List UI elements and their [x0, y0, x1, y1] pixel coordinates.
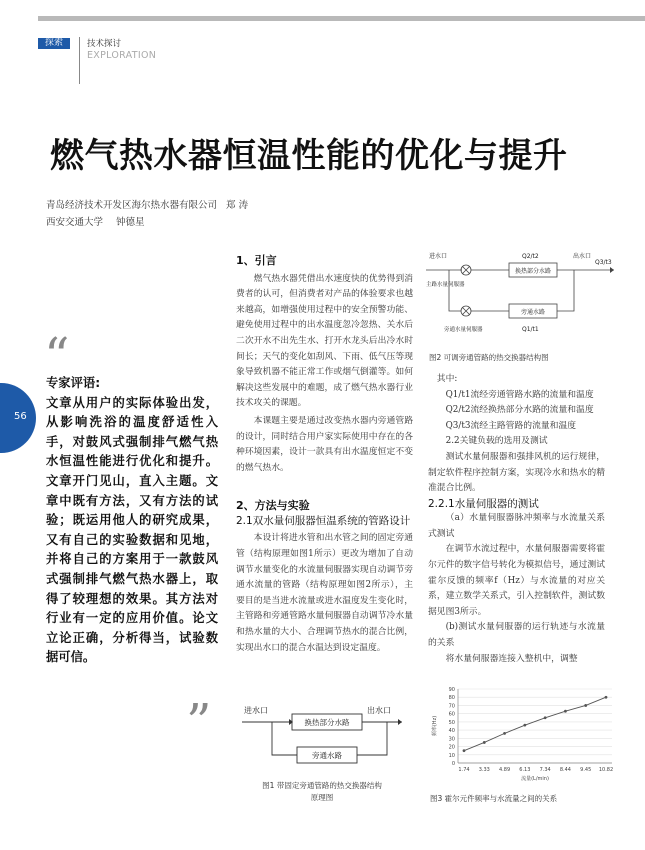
figure-1-caption [232, 780, 412, 804]
y-tick-label: 20 [448, 744, 455, 751]
data-point [463, 749, 466, 752]
x-tick-label: 9.45 [580, 767, 592, 773]
figure-1-diagram [232, 700, 417, 780]
top-bar [38, 16, 645, 21]
data-point [584, 704, 587, 707]
fig2-bypass-pipe-in [449, 270, 461, 311]
column-1 [236, 253, 413, 656]
header-divider [79, 37, 80, 84]
figure-3-caption: 图3 霍尔元件频率与水流量之间的关系 [430, 794, 558, 803]
y-tick-label: 0 [451, 761, 455, 767]
article-title: 燃气热水器恒温性能的优化与提升 [50, 136, 568, 176]
comment-heading: 专家评语: [46, 376, 101, 390]
x-axis-label: 流量(L/min) [521, 776, 549, 782]
fig2-outlet-label: 出水口 [573, 253, 592, 260]
fig1-inlet-label: 进水口 [244, 706, 268, 715]
fig2-q2-label: Q2/t2 [522, 253, 539, 260]
open-quote-icon: “ [44, 327, 70, 385]
servo-item-a: （a）水量伺服器脉冲频率与水流量关系式测试 [428, 513, 605, 539]
y-axis-label: 频率(Hz) [432, 715, 438, 737]
y-tick-label: 80 [448, 695, 455, 702]
bypass-pipe-out [357, 722, 387, 755]
y-tick-label: 60 [448, 711, 455, 718]
y-tick-label: 30 [448, 736, 455, 743]
column-2 [428, 372, 605, 667]
fig2-bypass-label: 旁通水路 [520, 309, 546, 316]
data-point [605, 696, 608, 699]
fig2-inlet-label: 进水口 [429, 253, 448, 260]
data-point [523, 724, 526, 727]
fig2-main-servo-label: 主路水量伺服器 [426, 282, 465, 288]
comment-body: 文章从用户的实际体验出发，从影响洗浴的温度舒适性入手，对鼓风式强制排气燃气热水恒温性能进行优化和提升。文章开门见山，直入主题。文章中既有方法，又有方法的试验；既运用他人的研究成果，又有自己的实验数据和见地，并将自己的方案用于一款鼓风式强制排气燃气热水器上，取得了较理想的效果。其方法对行业有一定的应用价值。论文立论正确，分析得当，试验数据可信。 [46, 395, 218, 665]
y-tick-label: 70 [448, 703, 455, 710]
servo-paragraph-2: 将水量伺服器连接入整机中，调整 [445, 653, 578, 664]
x-tick-label: 6.13 [519, 767, 531, 773]
x-tick-label: 8.44 [559, 767, 571, 773]
data-point [564, 710, 567, 713]
fig2-bypass-servo-label: 旁通水量伺服器 [444, 327, 483, 333]
legend-item: Q2/t2流经换热部分水路的流量和温度 [445, 405, 594, 416]
fig2-heat-label: 换热部分水路 [514, 268, 552, 275]
x-tick-label: 7.34 [539, 767, 551, 773]
heading-intro: 1、引言 [236, 254, 277, 267]
figure-3-chart [430, 683, 620, 783]
servo-item-b: (b)测试水量伺服器的运行轨迹与水流量的关系 [428, 622, 605, 648]
method-paragraph: 本设计将进水管和出水管之间的固定旁通管（结构原理如图1所示）更改为增加了自动调节水量变化的水流量伺服器实现自动调节旁通水流量的管路（结构原理如图2所示），主要目的是当进水流量或进水温度发生变化时，主管路和旁通管路水量伺服器自动调节冷水量和热水量的大小、合理调节热水的混合比例，实现出水口的混合水温达到设定温度。 [236, 533, 413, 653]
fig1-bypass-label: 旁通水路 [312, 751, 342, 760]
y-tick-label: 40 [448, 728, 455, 735]
data-point [483, 741, 486, 744]
author-name: 郑 涛 [226, 200, 249, 211]
figure-1-caption-line-1: 图1 带固定旁通管路的热交换器结构 [262, 781, 382, 790]
legend-title: 其中: [436, 374, 458, 384]
fig2-bypass-pipe-out [557, 270, 574, 311]
section-title-en: EXPLORATION [87, 50, 157, 61]
fig1-heat-label: 换热部分水路 [304, 718, 350, 727]
figure-2-diagram [424, 246, 624, 346]
author-org: 西安交通大学 [46, 217, 104, 228]
close-quote-icon: ” [186, 693, 212, 751]
heading-servo-test: 2.2.1水量伺服器的测试 [428, 497, 539, 510]
data-point [544, 716, 547, 719]
intro-paragraph-1: 燃气热水器凭借出水速度快的优势得到消费者的认可，但消费者对产品的体验要求也越来越高，如增强使用过程中的安全预警功能、避免使用过程中的出水温度忽冷忽热、关水后二次开水不出先生水、打开水龙头后出冷水时间长；天气的变化如刮风、下雨、低气压等现象导致机器不能正常工作或烟气倒灌等。如何解决这些发展中的难题，成了燃气热水器行业技术攻关的课题。 [236, 273, 413, 409]
heading-method: 2、方法与实验 [236, 499, 310, 513]
section-tag: 探索 [38, 38, 70, 49]
servo-paragraph-1: 在调节水流过程中，水量伺服器需要将霍尔元件的数字信号转化为模拟信号，通过测试霍尔反馈的频率f（Hz）与水流量的对应关系，建立数学关系式，引入控制软件，测试数据见图3所示。 [428, 544, 605, 617]
author-name: 钟德星 [116, 217, 145, 228]
load-paragraph: 测试水量伺服器和强排风机的运行规律，制定软件程序控制方案，实现冷水和热水的精准混合比例。 [428, 451, 605, 494]
expert-comment [46, 374, 218, 668]
x-tick-label: 1.74 [458, 767, 470, 773]
author-line-2 [46, 214, 145, 228]
heading-load: 2.2关键负载的选用及测试 [445, 436, 548, 447]
intro-paragraph-2: 本课题主要是通过改变热水器内旁通管路的设计，同时结合用户家实际使用中存在的各种环境因素，设计一款具有出水温度恒定不变的燃气热水。 [236, 415, 413, 473]
fig2-q3-label: Q3/t3 [595, 259, 612, 266]
author-line-1 [46, 197, 248, 211]
figure-2-caption: 图2 可调旁通管路的热交换器结构图 [429, 353, 549, 362]
arrow-icon [398, 719, 402, 725]
data-point [503, 732, 506, 735]
legend-item: Q3/t3流经主路管路的流量和温度 [445, 420, 577, 431]
fig2-q1-label: Q1/t1 [522, 326, 539, 333]
x-tick-label: 4.89 [499, 767, 511, 773]
y-tick-label: 50 [448, 719, 455, 726]
legend-item: Q1/t1流经旁通管路水路的流量和温度 [445, 389, 594, 400]
author-org: 青岛经济技术开发区海尔热水器有限公司 [46, 200, 218, 211]
page-number: 56 [14, 411, 27, 422]
bypass-pipe-in [272, 722, 297, 755]
fig1-outlet-label: 出水口 [367, 706, 391, 715]
y-tick-label: 10 [448, 752, 455, 759]
y-tick-label: 90 [448, 687, 455, 693]
section-title-cn: 技术探讨 [87, 39, 122, 49]
heading-method-sub: 2.1双水量伺服器恒温系统的管路设计 [236, 514, 411, 527]
x-tick-label: 3.33 [478, 767, 490, 773]
x-tick-label: 10.82 [598, 767, 614, 773]
arrow-icon [610, 267, 614, 273]
figure-1-caption-line-2: 原理图 [310, 793, 334, 802]
